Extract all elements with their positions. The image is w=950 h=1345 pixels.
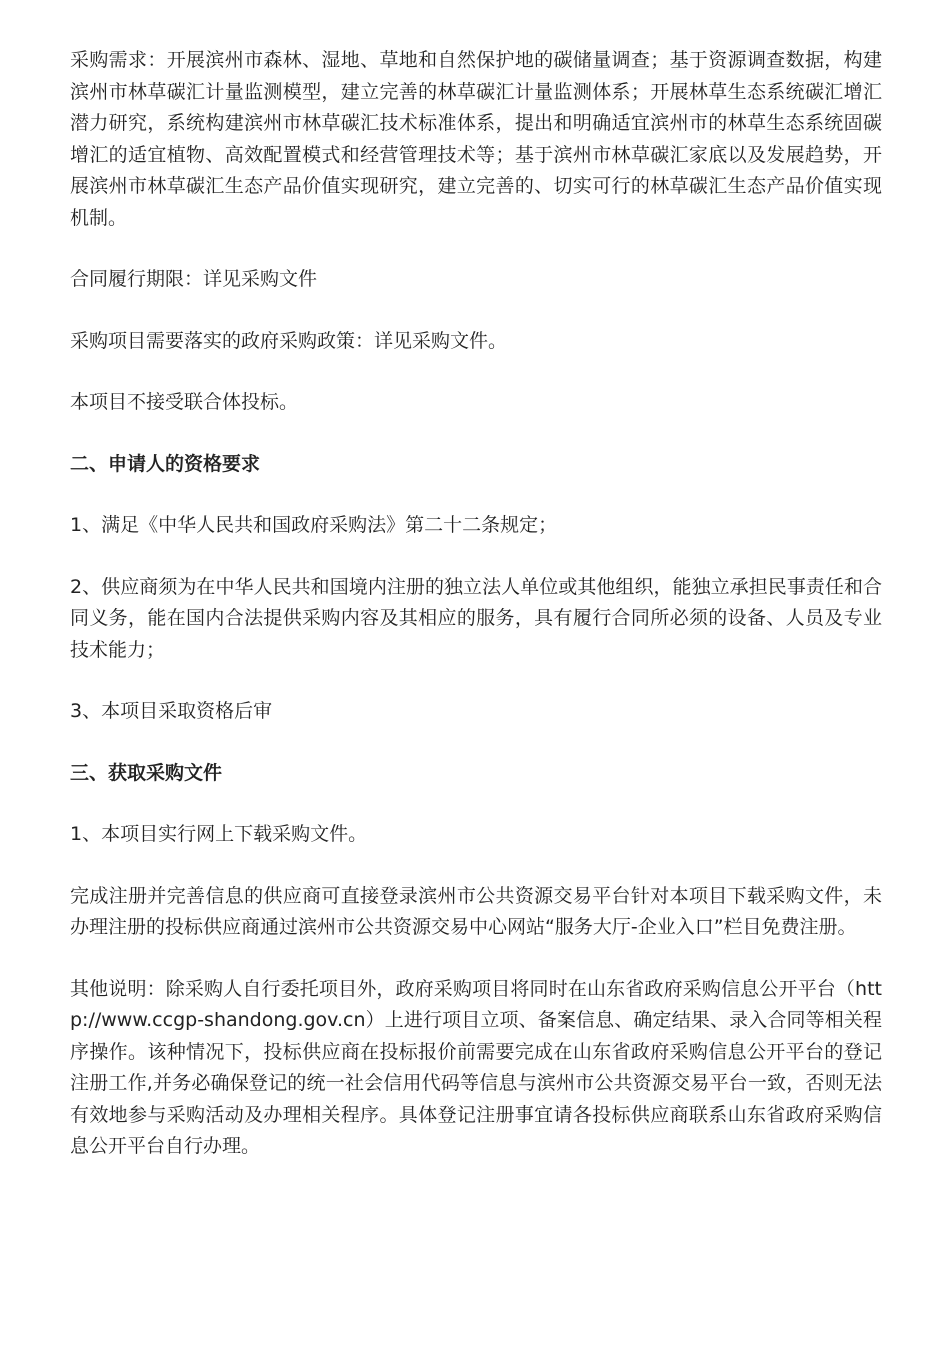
registration-instructions-paragraph: 完成注册并完善信息的供应商可直接登录滨州市公共资源交易平台针对本项目下载采购文件，未办理注册的投标供应商通过滨州市公共资源交易中心网站“服务大厅-企业入口”栏目免费注册。 bbox=[70, 884, 882, 938]
procurement-policy-paragraph: 采购项目需要落实的政府采购政策：详见采购文件。 bbox=[70, 329, 508, 352]
obtain-documents-item-1: 1、本项目实行网上下载采购文件。 bbox=[70, 823, 368, 845]
section-heading-obtain-documents: 三、获取采购文件 bbox=[70, 761, 223, 784]
consortium-notice-paragraph: 本项目不接受联合体投标。 bbox=[70, 391, 299, 413]
qualification-item-1: 1、满足《中华人民共和国政府采购法》第二十二条规定； bbox=[70, 514, 558, 536]
document-page bbox=[70, 45, 882, 1193]
procurement-requirements-paragraph: 采购需求：开展滨州市森林、湿地、草地和自然保护地的碳储量调查；基于资源调查数据，构建滨州市林草碳汇计量监测模型，建立完善的林草碳汇计量监测体系；开展林草生态系统碳汇增汇潜力研究，系统构建滨州市林草碳汇技术标准体系，提出和明确适宜滨州市的林草生态系统固碳增汇的适宜植物、高效配置模式和经营管理技术等；基于滨州市林草碳汇家底以及发展趋势，开展滨州市林草碳汇生态产品价值实现研究，建立完善的、切实可行的林草碳汇生态产品价值实现机制。 bbox=[70, 49, 882, 229]
qualification-item-2: 2、供应商须为在中华人民共和国境内注册的独立法人单位或其他组织，能独立承担民事责任和合同义务，能在国内合法提供采购内容及其相应的服务，具有履行合同所必须的设备、人员及专业技术能力； bbox=[70, 575, 882, 661]
section-heading-qualifications: 二、申请人的资格要求 bbox=[70, 452, 261, 475]
contract-period-paragraph: 合同履行期限：详见采购文件 bbox=[70, 268, 318, 290]
qualification-item-3: 3、本项目采取资格后审 bbox=[70, 700, 273, 722]
other-notes-paragraph: 其他说明：除采购人自行委托项目外，政府采购项目将同时在山东省政府采购信息公开平台（http://www.ccgp-shandong.gov.cn）上进行项目立项、备案信息、确定结果、录入合同等相关程序操作。该种情况下，投标供应商在投标报价前需要完成在山东省政府采购信息公开平台的登记注册工作,并务必确保登记的统一社会信用代码等信息与滨州市公共资源交易平台一致，否则无法有效地参与采购活动及办理相关程序。具体登记注册事宜请各投标供应商联系山东省政府采购信息公开平台自行办理。 bbox=[70, 977, 882, 1157]
